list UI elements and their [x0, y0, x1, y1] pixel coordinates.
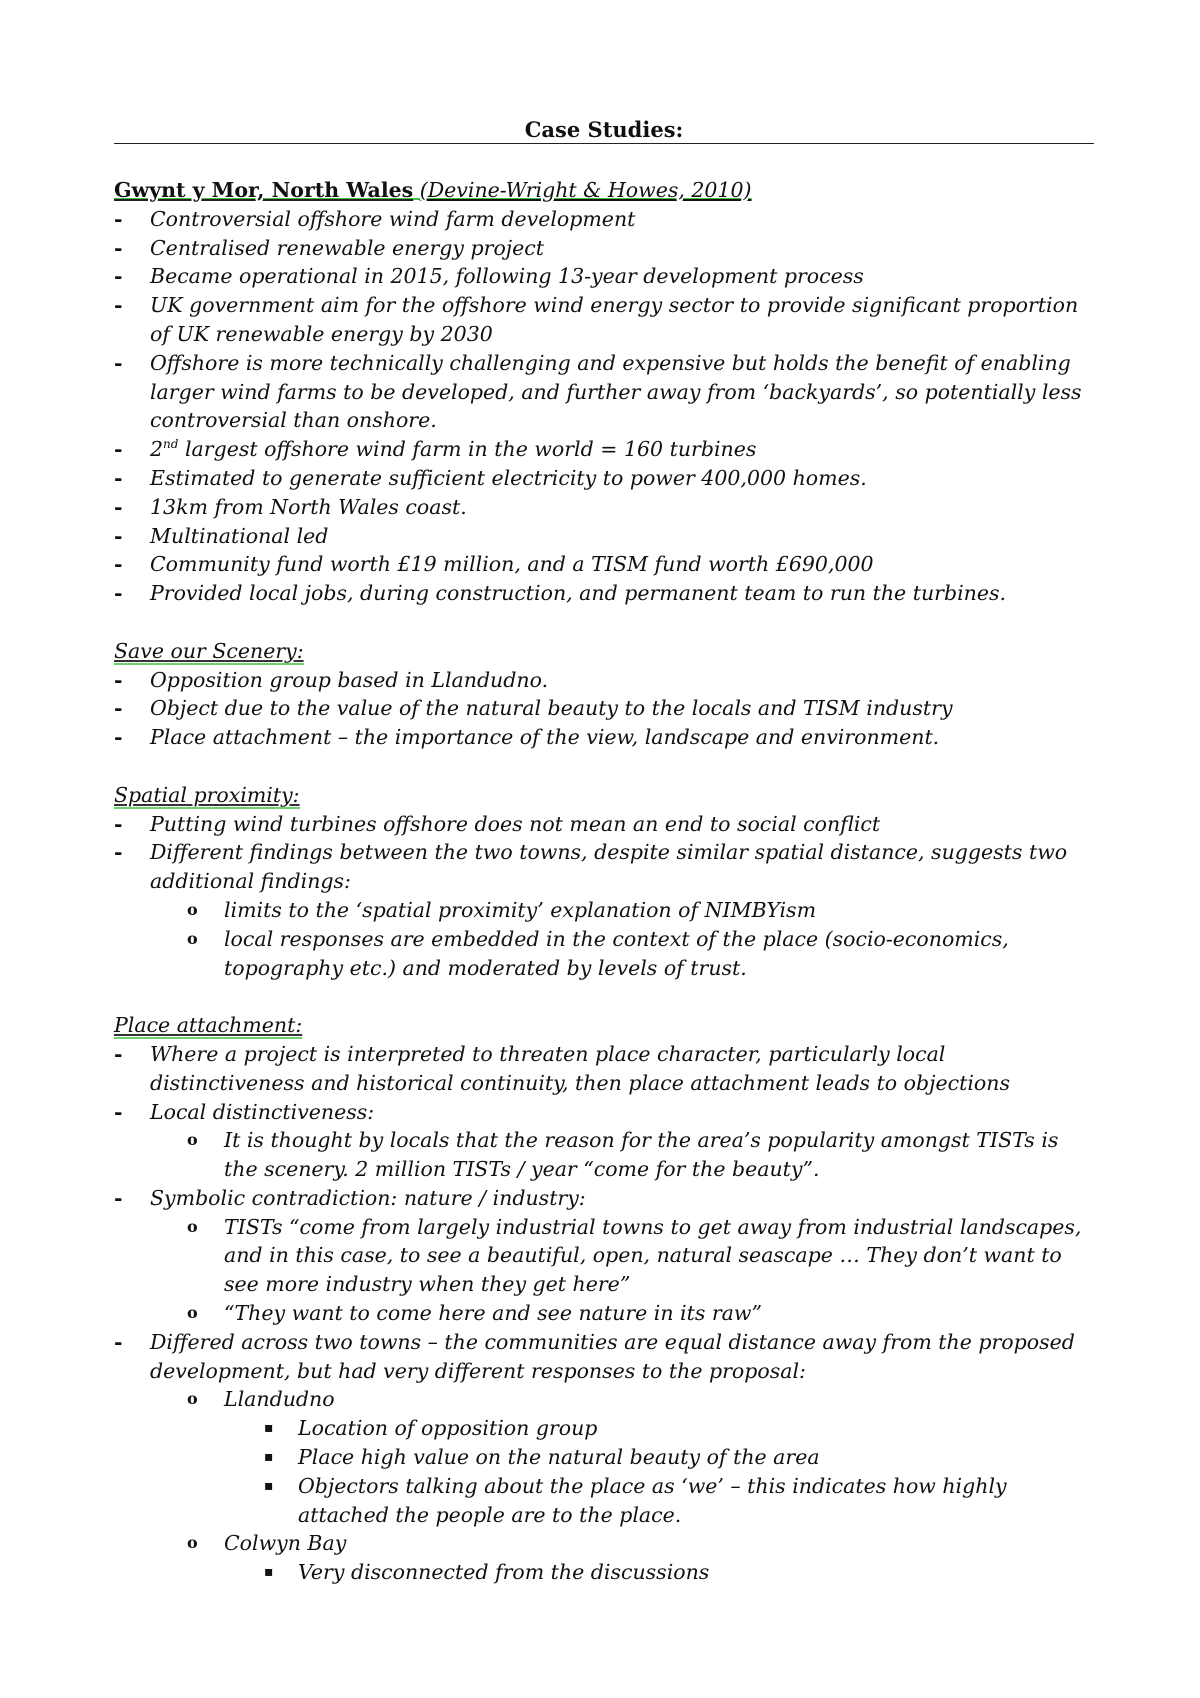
list-item: o It is thought by locals that the reason for the area’s popularity amongst TISTs is the scenery. 2 million TISTs / year “come for the beauty”.: [187, 1128, 1059, 1182]
towns-list-1: [114, 1385, 1094, 1414]
document-body: [114, 176, 1094, 1587]
list-item: - Centralised renewable energy project: [114, 235, 545, 260]
section-heading-place-attachment: Place attachment:: [114, 1013, 303, 1038]
list-item: - Differed across two towns – the communities are equal distance away from the proposed development, but had very different responses to the proposal:: [114, 1329, 1075, 1383]
spatial-sublist: [114, 896, 1094, 982]
place-list-1: [114, 1040, 1094, 1126]
list-item: - Where a project is interpreted to threaten place character, particularly local distinctiveness and historical continuity, then place attachment leads to objections: [114, 1041, 1010, 1095]
section-heading-save-scenery: Save our Scenery:: [114, 638, 304, 663]
page-title: Case Studies:: [524, 117, 684, 142]
list-item: - Controversial offshore wind farm development: [114, 206, 636, 231]
list-item: - Community fund worth £19 million, and a TISM fund worth £690,000: [114, 552, 874, 577]
list-item: ▪ Place high value on the natural beauty of the area: [264, 1445, 820, 1470]
place-list-2: [114, 1184, 1094, 1213]
save-scenery-list: [114, 666, 1094, 752]
list-item: - Became operational in 2015, following 13-year development process: [114, 264, 864, 289]
list-item: o local responses are embedded in the context of the place (socio-economics, topography etc.) and moderated by levels of trust.: [187, 926, 1009, 980]
list-item: - Local distinctiveness:: [114, 1099, 375, 1124]
towns-list-2: [114, 1529, 1094, 1558]
section-heading-spatial: Spatial proximity:: [114, 782, 300, 807]
list-item: - 13km from North Wales coast.: [114, 494, 467, 519]
case-name: Gwynt y Mor, North Wales: [114, 178, 414, 202]
list-item: ▪ Objectors talking about the place as ‘we’ – this indicates how highly attached the people are to the place.: [264, 1473, 1007, 1527]
list-item: - Opposition group based in Llandudno.: [114, 667, 549, 692]
place-list-3: [114, 1328, 1094, 1386]
list-item: o TISTs “come from largely industrial towns to get away from industrial landscapes, and in this case, to see a beautiful, open, natural seascape … They don’t want to see more industry when they get here”: [187, 1214, 1082, 1297]
list-item: - 2nd largest offshore wind farm in the world = 160 turbines: [114, 437, 757, 462]
list-item: - Putting wind turbines offshore does not mean an end to social conflict: [114, 811, 881, 836]
place-sublist-2: [114, 1213, 1094, 1328]
list-item: - Offshore is more technically challenging and expensive but holds the benefit of enabling larger wind farms to be developed, and further away from ‘backyards’, so potentially less controversial than onshore.: [114, 350, 1082, 433]
list-item-town: o Llandudno: [187, 1387, 335, 1412]
town2-points: [114, 1558, 1094, 1587]
list-item: ▪ Very disconnected from the discussions: [264, 1560, 710, 1585]
list-item: - UK government aim for the offshore wind energy sector to provide significant proportion of UK renewable energy by 2030: [114, 293, 1079, 346]
list-item: o limits to the ‘spatial proximity’ explanation of NIMBYism: [187, 897, 817, 922]
list-item: - Place attachment – the importance of the view, landscape and environment.: [114, 725, 940, 750]
list-item: ▪ Location of opposition group: [264, 1416, 598, 1441]
title-rule: [114, 143, 1094, 144]
place-sublist-1: [114, 1126, 1094, 1184]
list-item: - Symbolic contradiction: nature / industry:: [114, 1185, 586, 1210]
list-item: - Object due to the value of the natural beauty to the locals and TISM industry: [114, 696, 953, 721]
list-item-town: o Colwyn Bay: [187, 1531, 347, 1556]
case-heading: [114, 176, 1094, 205]
list-item: o “They want to come here and see nature in its raw”: [187, 1301, 762, 1326]
intro-list: [114, 205, 1094, 608]
list-item: - Provided local jobs, during construction, and permanent team to run the turbines.: [114, 581, 1006, 606]
list-item: - Different findings between the two towns, despite similar spatial distance, suggests two additional findings:: [114, 840, 1068, 894]
spatial-list: [114, 810, 1094, 896]
town1-points: [114, 1414, 1094, 1529]
list-item: - Multinational led: [114, 523, 329, 548]
list-item: - Estimated to generate sufficient electricity to power 400,000 homes.: [114, 465, 867, 490]
case-citation: (Devine-Wright & Howes, 2010): [419, 178, 752, 202]
